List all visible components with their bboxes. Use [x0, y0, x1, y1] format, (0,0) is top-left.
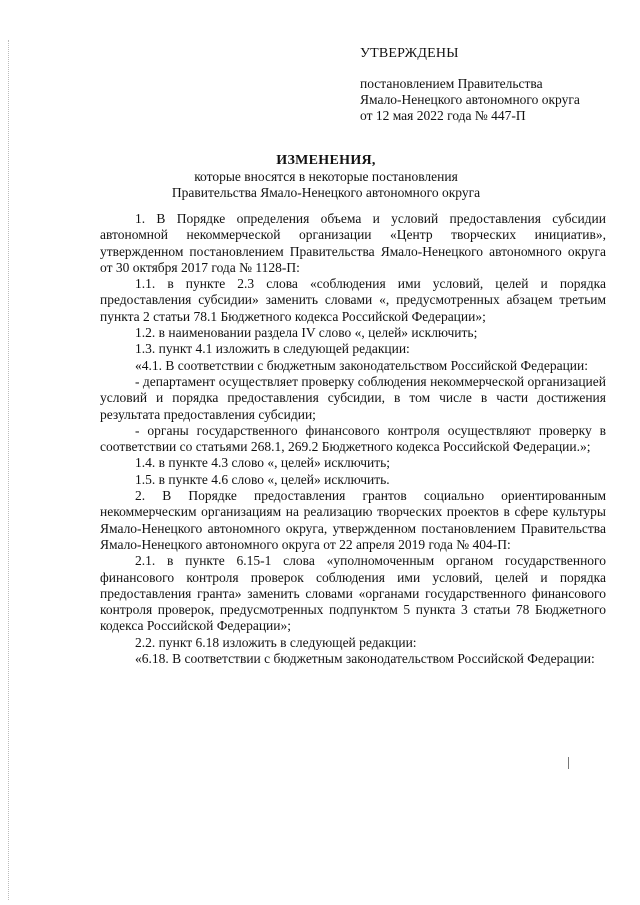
approval-heading: УТВЕРЖДЕНЫ: [360, 46, 459, 61]
paragraph: 1.4. в пункте 4.3 слово «, целей» исключить;: [135, 455, 391, 471]
scan-margin-artifact: [8, 40, 11, 900]
paragraph: 1.2. в наименовании раздела IV слово «, целей» исключить;: [135, 325, 478, 341]
paragraph: 2. В Порядке предоставления грантов социально ориентированным некоммерческим организациям на реализацию творческих проектов в сфере культуры Ямало-Ненецкого автономного округа, утвержденном постановлением Правительства Ямало-Ненецкого автономного округа от 22 апреля 2019 года № 404-П:: [100, 488, 606, 552]
document-title: [96, 153, 556, 201]
paragraph: «4.1. В соответствии с бюджетным законодательством Российской Федерации:: [135, 357, 588, 373]
approval-line: Ямало-Ненецкого автономного округа: [360, 92, 580, 107]
title-subtitle: Правительства Ямало-Ненецкого автономного округа: [171, 185, 481, 200]
paragraph: 2.1. в пункте 6.15-1 слова «уполномоченным органом государственного финансового контроля проверок соблюдения ими условий, целей и порядка предоставления гранта» заменить словами «органами государственного финансового контроля проверок, предусмотренных подпунктом 5 пункта 3 статьи 78 Бюджетного кодекса Российской Федерации»;: [100, 553, 606, 634]
title-subtitle: которые вносятся в некоторые постановления: [194, 169, 458, 184]
approval-line: от 12 мая 2022 года № 447-П: [360, 108, 526, 123]
paragraph: - департамент осуществляет проверку соблюдения некоммерческой организацией условий и порядка предоставления субсидии, в том числе в части достижения результата предоставления субсидии;: [100, 373, 606, 422]
paragraph: 1.5. в пункте 4.6 слово «, целей» исключить.: [135, 471, 390, 487]
title-main: ИЗМЕНЕНИЯ,: [276, 153, 376, 168]
paragraph: 1.3. пункт 4.1 изложить в следующей редакции:: [135, 341, 410, 357]
paragraph: 1. В Порядке определения объема и условий предоставления субсидии автономной некоммерческой организации «Центр творческих инициатив», утвержденном постановлением Правительства Ямало-Ненецкого автономного округа от 30 октября 2017 года № 1128-П:: [100, 211, 606, 275]
paragraph: 1.1. в пункте 2.3 слова «соблюдения ими условий, целей и порядка предоставления субсидии» заменить словами «, предусмотренных абзацем третьим пункта 2 статьи 78.1 Бюджетного кодекса Российской Федерации»;: [100, 276, 606, 324]
paragraph: - органы государственного финансового контроля осуществляют проверку в соответствии со статьями 268.1, 269.2 Бюджетного кодекса Российской Федерации.»;: [100, 422, 606, 455]
paragraph: 2.2. пункт 6.18 изложить в следующей редакции:: [135, 634, 417, 650]
approval-stamp: [360, 46, 610, 124]
paragraph: «6.18. В соответствии с бюджетным законодательством Российской Федерации:: [135, 651, 595, 667]
document-body: [100, 211, 606, 667]
scan-mark-artifact: [568, 757, 569, 769]
approval-line: постановлением Правительства: [360, 76, 543, 91]
